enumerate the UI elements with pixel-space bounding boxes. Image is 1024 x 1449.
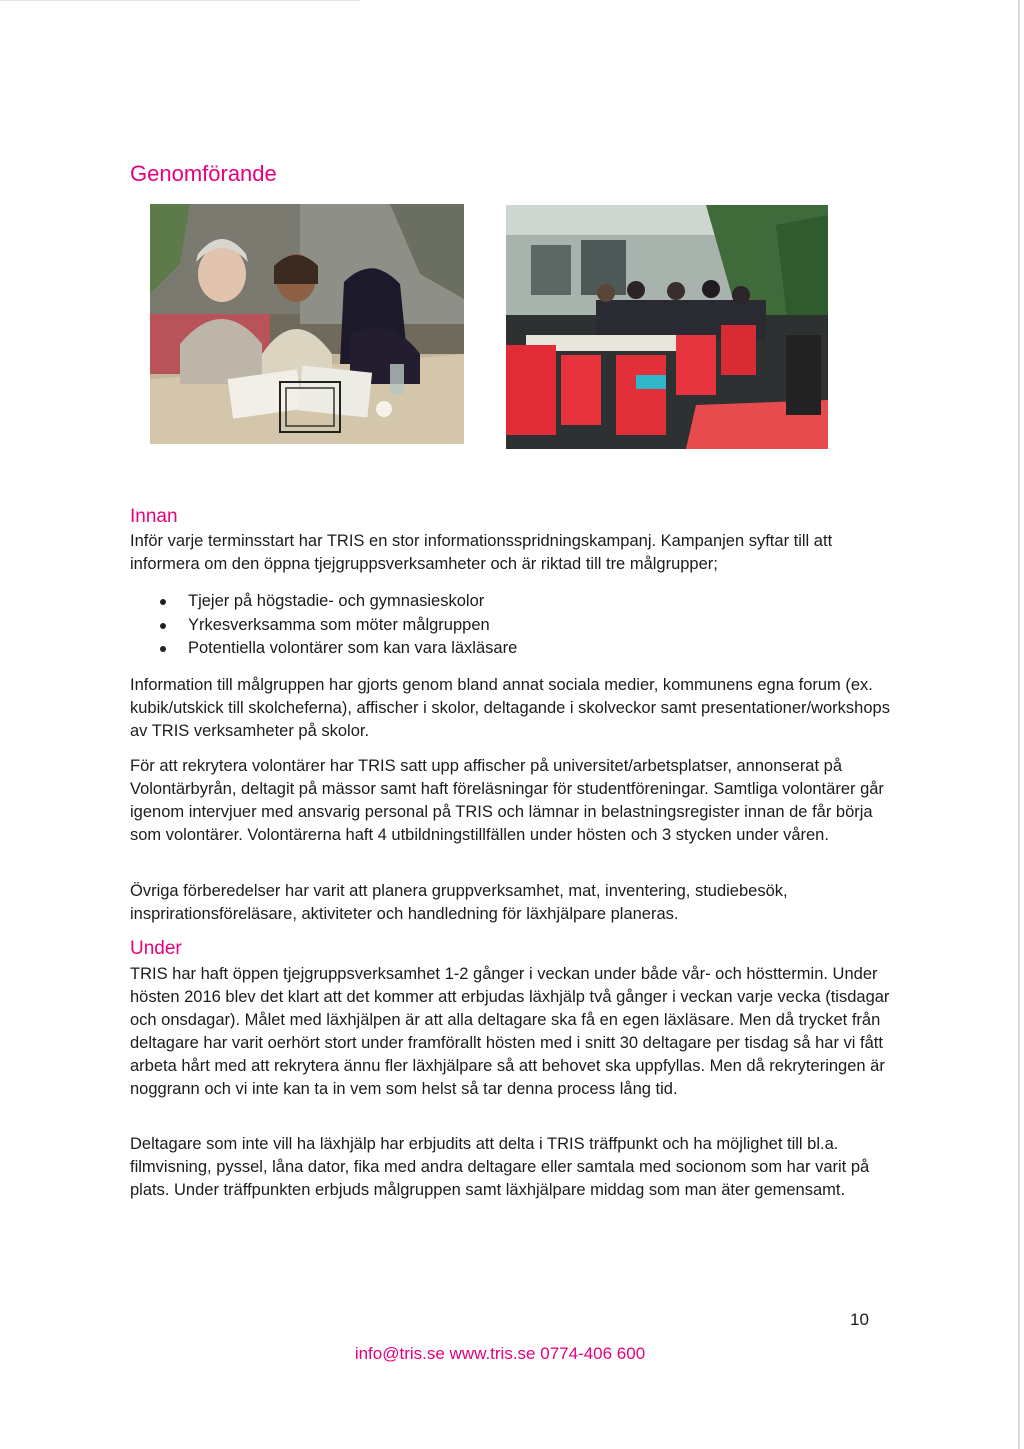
scan-edge [1018,0,1020,1449]
target-group-list [130,590,517,661]
page-heading: Genomförande [130,161,277,186]
participants-paragraph: Deltagare som inte vill ha läxhjälp har erbjudits att delta i TRIS träffpunkt och ha möjlighet till bl.a. filmvisning, pyssel, låna dator, fika med andra deltagare eller samtala med socionom som har varit på plats. Under träffpunkten erbjuds målgruppen samt läxhjälpare middag som man äter gemensamt. [130,1135,870,1199]
list-item: Potentiella volontärer som kan vara läxläsare [130,637,517,661]
recruitment-paragraph: För att rekrytera volontärer har TRIS satt upp affischer på universitet/arbetsplatser, annonserat på Volontärbyrån, deltagit på mässor samt haft föreläsningar för studentföreningar. Samtliga volontärer går igenom intervjuer med ansvarig personal på TRIS och lämnar in belastningsregister innan de får börja som volontärer. Volontärerna haft 4 utbildningstillfällen under hösten och 3 stycken under våren. [130,757,884,844]
photo-volunteers-at-table [150,204,464,444]
page-number: 10 [850,1310,869,1329]
section-heading-under: Under [130,938,182,959]
footer-contact: info@tris.se www.tris.se 0774-406 600 [354,1344,646,1363]
under-paragraph: TRIS har haft öppen tjejgruppsverksamhet 1-2 gånger i veckan under både vår- och hösttermin. Under hösten 2016 blev det klart att det kommer att erbjudas läxhjälp två gånger i veckan varje vecka (tisdagar och onsdagar). Målet med läxhjälpen är att alla deltagare ska få en egen läxläsare. Men då trycket från deltagare har varit oerhört stort under framförallt hösten med i snitt 30 deltagare per tisdag så har vi fått arbeta hårt med att rekrytera ännu fler läxhjälpare så att behovet ska uppfyllas. Men då rekryteringen är noggrann och vi inte kan ta in vem som helst så tar denna process lång tid. [130,965,890,1098]
information-paragraph: Information till målgruppen har gjorts genom bland annat sociala medier, kommunens egna forum (ex. kubik/utskick till skolcheferna), affischer i skolor, deltagande i skolveckor samt presentationer/workshops av TRIS verksamheter på skolor. [130,676,890,740]
photo-cafe-room [506,205,828,449]
preparations-paragraph: Övriga förberedelser har varit att planera gruppverksamhet, mat, inventering, studiebesök, insprirationsföreläsare, aktiviteter och handledning för läxhjälpare planeras. [130,882,788,923]
section-heading-innan: Innan [130,506,178,527]
innan-intro-paragraph: Inför varje terminsstart har TRIS en stor informationsspridningskampanj. Kampanjen syftar till att informera om den öppna tjejgruppsverksamheter och är riktad till tre målgrupper; [130,532,833,573]
list-item: Yrkesverksamma som möter målgruppen [130,614,517,638]
list-item: Tjejer på högstadie- och gymnasieskolor [130,590,517,614]
scan-top-edge [0,0,360,1]
